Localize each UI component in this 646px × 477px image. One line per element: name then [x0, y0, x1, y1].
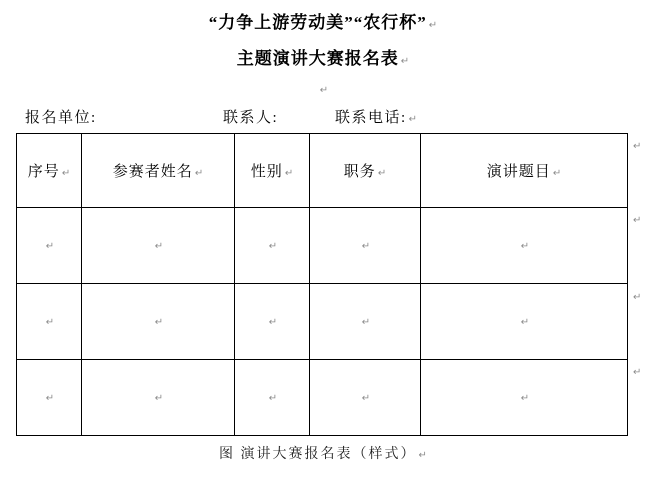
paragraph-mark-icon: ↵	[552, 168, 562, 179]
paragraph-mark-icon: ↵	[154, 317, 164, 328]
header-label: 性别	[250, 164, 283, 180]
paragraph-mark-icon: ↵	[520, 241, 530, 252]
table-cell	[235, 360, 310, 436]
paragraph-mark-icon: ↵	[319, 85, 329, 96]
paragraph-mark-icon: ↵	[45, 317, 55, 328]
table-cell	[17, 360, 82, 436]
paragraph-mark-icon: ↵	[154, 241, 164, 252]
table-header-row	[17, 134, 628, 208]
header-cell-position	[310, 134, 421, 208]
header-cell-topic	[421, 134, 628, 208]
table-cell	[421, 284, 628, 360]
paragraph-mark-icon: ↵	[194, 168, 204, 179]
doc-title-line1	[0, 8, 646, 33]
paragraph-mark-icon: ↵	[268, 393, 278, 404]
paragraph-mark-icon: ↵	[284, 168, 294, 179]
info-line	[0, 106, 646, 126]
paragraph-mark-icon: ↵	[408, 114, 418, 125]
table-cell	[421, 360, 628, 436]
table-cell	[235, 284, 310, 360]
paragraph-mark-icon: ↵	[45, 241, 55, 252]
header-cell-gender	[235, 134, 310, 208]
figure-caption	[0, 443, 646, 463]
paragraph-mark-icon: ↵	[268, 317, 278, 328]
paragraph-mark-icon: ↵	[361, 241, 371, 252]
paragraph-mark-icon: ↵	[520, 317, 530, 328]
table-cell	[310, 208, 421, 284]
header-cell-name	[82, 134, 235, 208]
paragraph-mark-icon: ↵	[154, 393, 164, 404]
table-cell	[421, 208, 628, 284]
table-cell	[310, 360, 421, 436]
header-label: 序号	[27, 164, 60, 180]
doc-title-line2-text: 主题演讲大赛报名表	[236, 49, 399, 68]
row-end-paragraph-mark-icon: ↵	[633, 292, 642, 303]
table-cell	[235, 208, 310, 284]
paragraph-mark-icon: ↵	[400, 56, 410, 67]
header-label: 参赛者姓名	[112, 164, 193, 180]
phone-label-text: 联系电话:	[335, 110, 407, 126]
table-cell	[17, 208, 82, 284]
table-cell	[82, 208, 235, 284]
table-row	[17, 284, 628, 360]
header-label: 职务	[343, 164, 376, 180]
contact-label: 联系人:	[223, 110, 279, 126]
header-cell-index	[17, 134, 82, 208]
paragraph-mark-icon: ↵	[61, 168, 71, 179]
paragraph-mark-icon: ↵	[361, 317, 371, 328]
registration-table-wrap	[16, 133, 642, 436]
paragraph-mark-icon: ↵	[520, 393, 530, 404]
table-cell	[82, 360, 235, 436]
row-end-paragraph-mark-icon: ↵	[633, 367, 642, 378]
header-label: 演讲题目	[486, 164, 551, 180]
empty-paragraph	[0, 80, 646, 98]
row-end-paragraph-mark-icon: ↵	[633, 141, 642, 152]
table-cell	[17, 284, 82, 360]
figure-caption-text: 图 演讲大赛报名表（样式）	[219, 447, 417, 462]
paragraph-mark-icon: ↵	[45, 393, 55, 404]
registration-table	[16, 133, 628, 436]
phone-label	[335, 106, 417, 127]
paragraph-mark-icon: ↵	[418, 450, 427, 461]
table-row	[17, 360, 628, 436]
doc-title-line1-text: “力争上游劳动美”“农行杯”	[208, 13, 427, 32]
paragraph-mark-icon: ↵	[377, 168, 387, 179]
table-row	[17, 208, 628, 284]
doc-title-line2	[0, 44, 646, 69]
org-label: 报名单位:	[25, 110, 97, 126]
row-end-paragraph-mark-icon: ↵	[633, 215, 642, 226]
table-cell	[310, 284, 421, 360]
paragraph-mark-icon: ↵	[361, 393, 371, 404]
paragraph-mark-icon: ↵	[428, 20, 438, 31]
paragraph-mark-icon: ↵	[268, 241, 278, 252]
table-cell	[82, 284, 235, 360]
